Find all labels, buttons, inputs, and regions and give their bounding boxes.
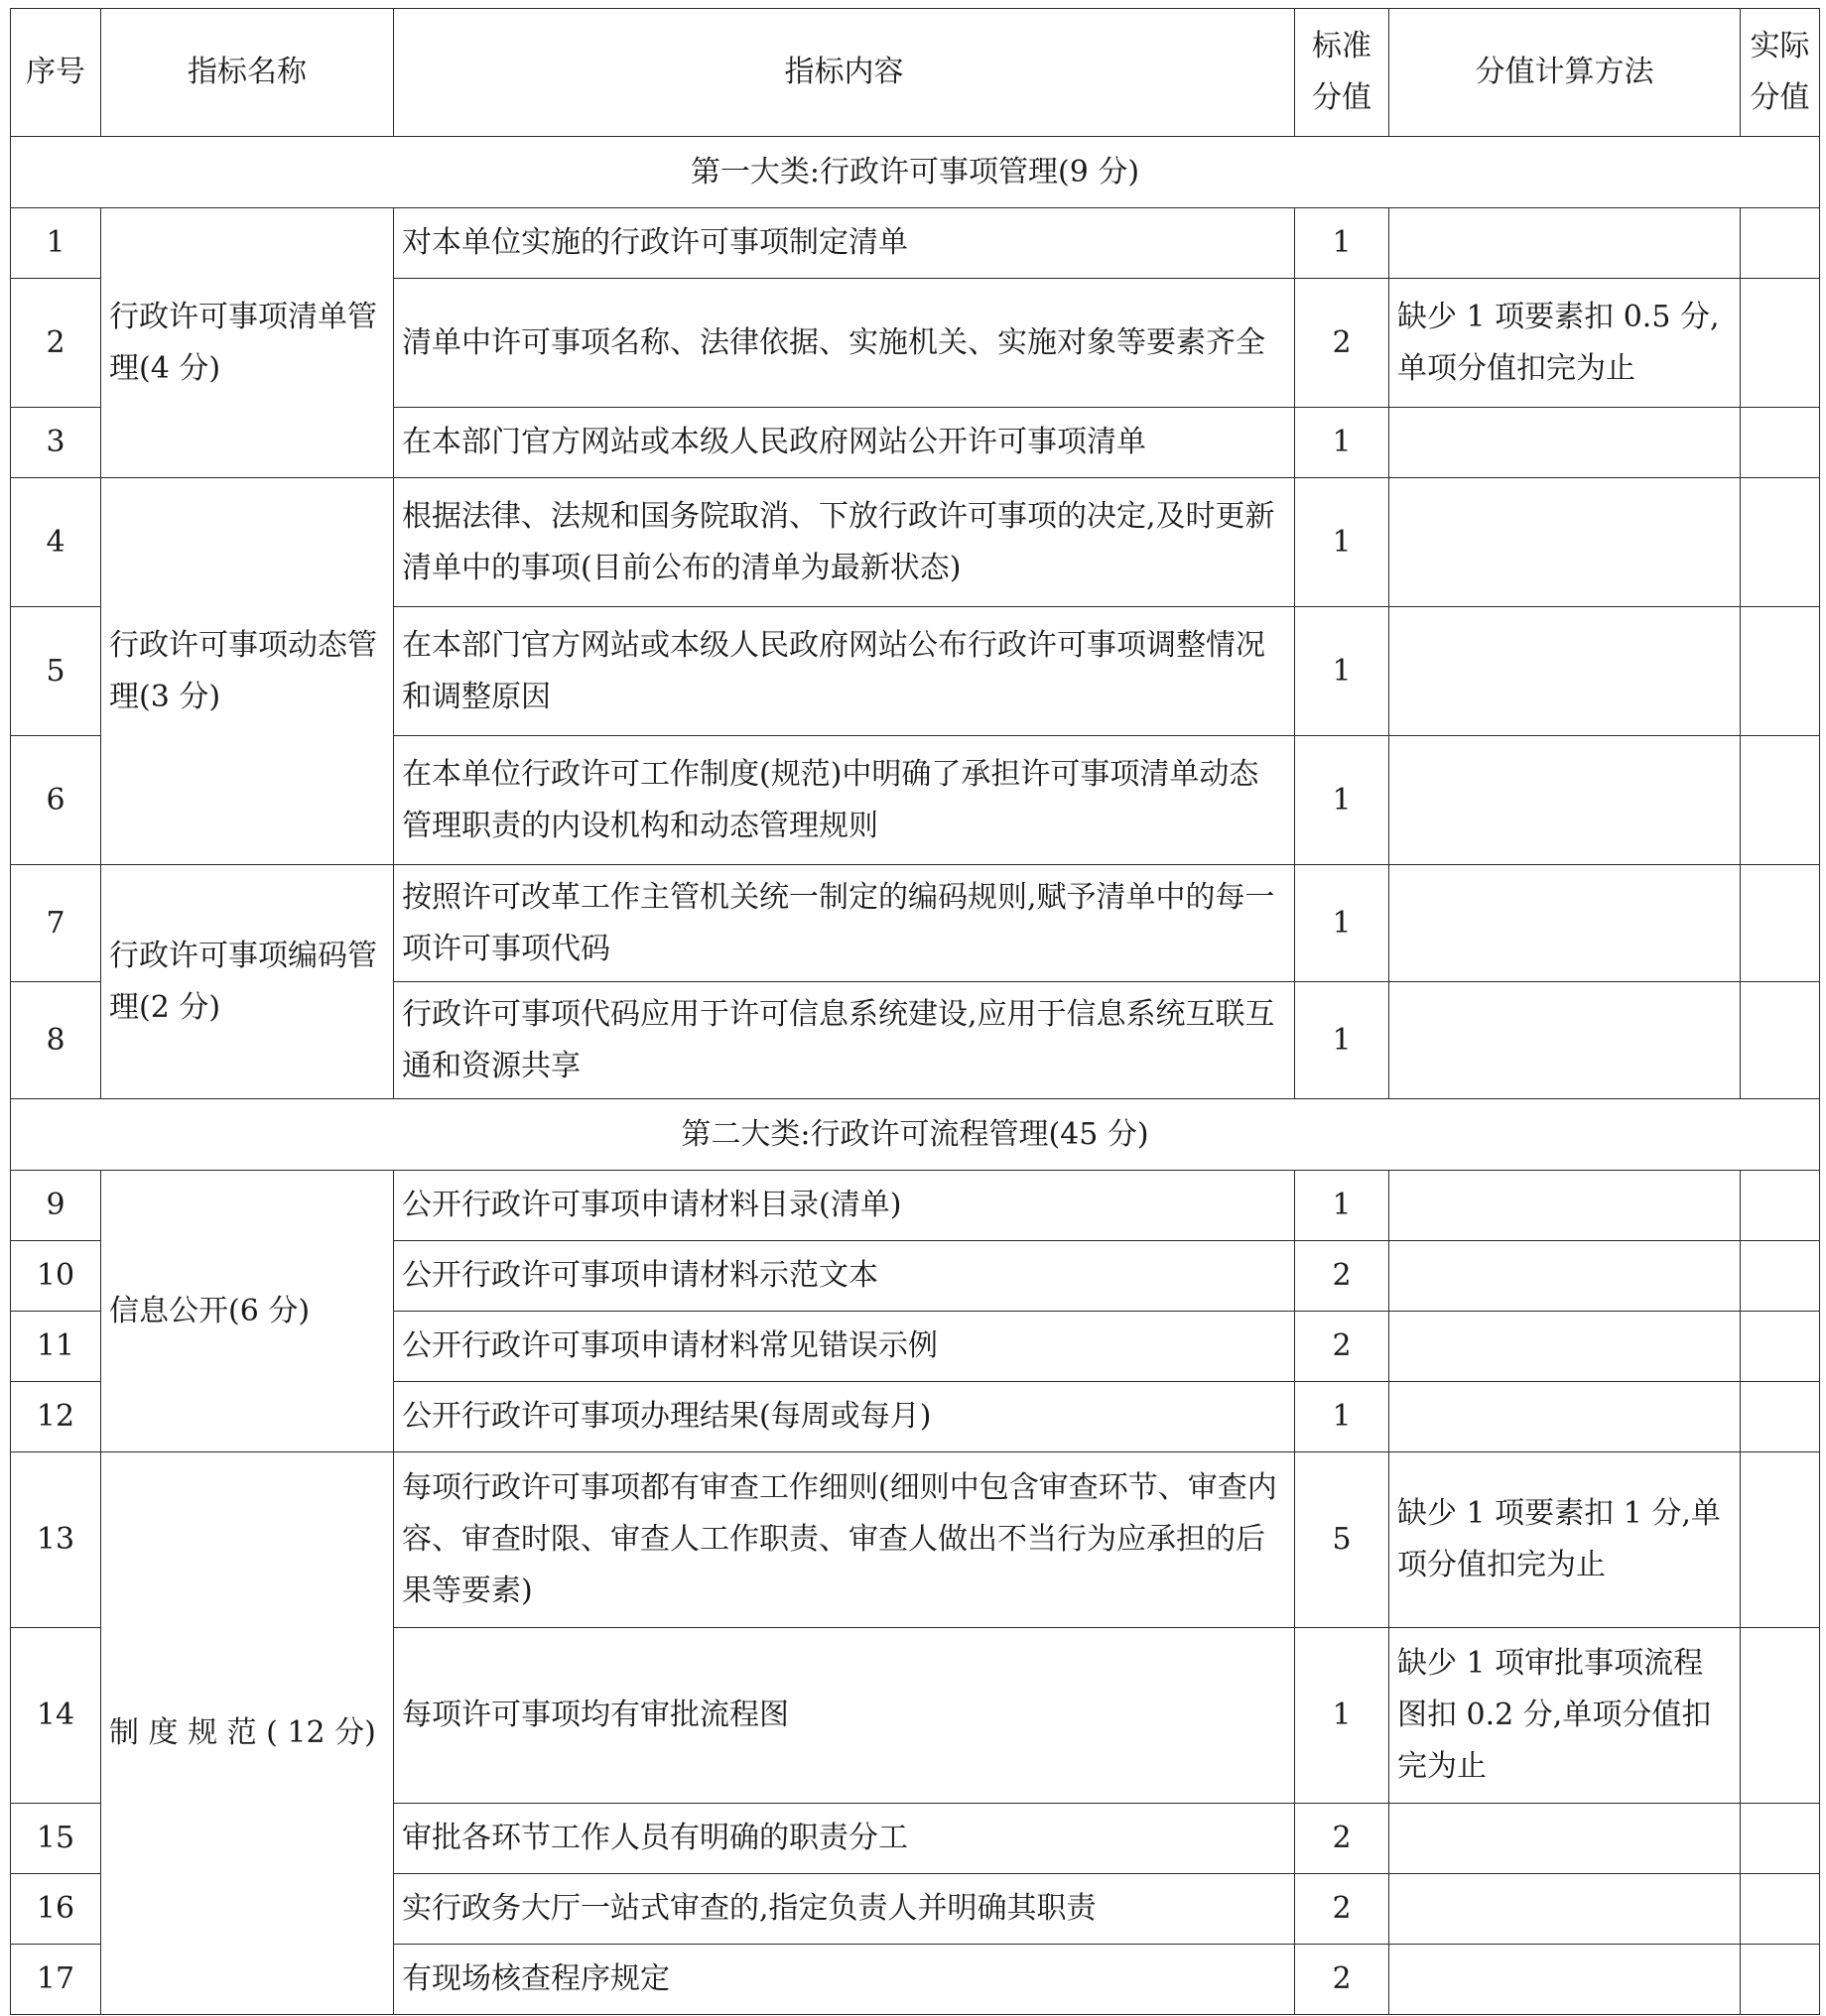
actual-score: [1741, 982, 1820, 1099]
standard-score: 1: [1295, 478, 1389, 607]
standard-score: 5: [1295, 1452, 1389, 1628]
actual-score: [1741, 408, 1820, 478]
calc-method: [1389, 1171, 1741, 1241]
table-row: [11, 1171, 1820, 1241]
calc-method: [1389, 208, 1741, 279]
calc-method: 缺少 1 项要素扣 0.5 分,单项分值扣完为止: [1389, 279, 1741, 408]
row-number: 11: [11, 1312, 101, 1382]
standard-score: 1: [1295, 408, 1389, 478]
calc-method: [1389, 1241, 1741, 1312]
actual-score: [1741, 1945, 1820, 2015]
header-seq: 序号: [11, 9, 101, 137]
actual-score: [1741, 1241, 1820, 1312]
calc-method: 缺少 1 项要素扣 1 分,单项分值扣完为止: [1389, 1452, 1741, 1628]
indicator-content: 每项行政许可事项都有审查工作细则(细则中包含审查环节、审查内容、审查时限、审查人工作职责、审查人做出不当行为应承担的后果等要素): [394, 1452, 1295, 1628]
header-actual: 实际分值: [1741, 9, 1820, 137]
row-number: 13: [11, 1452, 101, 1628]
standard-score: 1: [1295, 1382, 1389, 1452]
indicator-content: 公开行政许可事项办理结果(每周或每月): [394, 1382, 1295, 1452]
row-number: 1: [11, 208, 101, 279]
indicator-name: 行政许可事项编码管理(2 分): [101, 865, 394, 1099]
standard-score: 1: [1295, 208, 1389, 279]
table-row: [11, 208, 1820, 279]
actual-score: [1741, 478, 1820, 607]
indicator-name: 行政许可事项清单管理(4 分): [101, 208, 394, 478]
calc-method: [1389, 1382, 1741, 1452]
calc-method: 缺少 1 项审批事项流程图扣 0.2 分,单项分值扣完为止: [1389, 1628, 1741, 1804]
indicator-content: 行政许可事项代码应用于许可信息系统建设,应用于信息系统互联互通和资源共享: [394, 982, 1295, 1099]
actual-score: [1741, 607, 1820, 736]
standard-score: 2: [1295, 1312, 1389, 1382]
header-content: 指标内容: [394, 9, 1295, 137]
table-row: [11, 478, 1820, 607]
indicator-content: 有现场核查程序规定: [394, 1945, 1295, 2015]
actual-score: [1741, 1874, 1820, 1945]
standard-score: 2: [1295, 1241, 1389, 1312]
indicator-content: 审批各环节工作人员有明确的职责分工: [394, 1804, 1295, 1874]
calc-method: [1389, 736, 1741, 865]
actual-score: [1741, 865, 1820, 982]
calc-method: [1389, 1804, 1741, 1874]
row-number: 9: [11, 1171, 101, 1241]
row-number: 3: [11, 408, 101, 478]
calc-method: [1389, 607, 1741, 736]
row-number: 4: [11, 478, 101, 607]
indicator-content: 按照许可改革工作主管机关统一制定的编码规则,赋予清单中的每一项许可事项代码: [394, 865, 1295, 982]
category-heading: 第一大类:行政许可事项管理(9 分): [11, 137, 1820, 208]
header-method: 分值计算方法: [1389, 9, 1741, 137]
row-number: 10: [11, 1241, 101, 1312]
calc-method: [1389, 865, 1741, 982]
row-number: 6: [11, 736, 101, 865]
evaluation-table: [10, 8, 1820, 2015]
actual-score: [1741, 1452, 1820, 1628]
standard-score: 1: [1295, 736, 1389, 865]
calc-method: [1389, 408, 1741, 478]
indicator-content: 公开行政许可事项申请材料目录(清单): [394, 1171, 1295, 1241]
actual-score: [1741, 279, 1820, 408]
standard-score: 1: [1295, 865, 1389, 982]
header-row: [11, 9, 1820, 137]
actual-score: [1741, 208, 1820, 279]
actual-score: [1741, 736, 1820, 865]
indicator-content: 在本单位行政许可工作制度(规范)中明确了承担许可事项清单动态管理职责的内设机构和动态管理规则: [394, 736, 1295, 865]
header-name: 指标名称: [101, 9, 394, 137]
category-heading: 第二大类:行政许可流程管理(45 分): [11, 1099, 1820, 1171]
row-number: 12: [11, 1382, 101, 1452]
indicator-content: 在本部门官方网站或本级人民政府网站公布行政许可事项调整情况和调整原因: [394, 607, 1295, 736]
row-number: 16: [11, 1874, 101, 1945]
indicator-content: 每项许可事项均有审批流程图: [394, 1628, 1295, 1804]
standard-score: 1: [1295, 1171, 1389, 1241]
indicator-content: 根据法律、法规和国务院取消、下放行政许可事项的决定,及时更新清单中的事项(目前公布的清单为最新状态): [394, 478, 1295, 607]
calc-method: [1389, 982, 1741, 1099]
actual-score: [1741, 1804, 1820, 1874]
calc-method: [1389, 1312, 1741, 1382]
row-number: 17: [11, 1945, 101, 2015]
row-number: 7: [11, 865, 101, 982]
row-number: 5: [11, 607, 101, 736]
calc-method: [1389, 1874, 1741, 1945]
category-row: [11, 137, 1820, 208]
table-row: [11, 1452, 1820, 1628]
indicator-content: 公开行政许可事项申请材料常见错误示例: [394, 1312, 1295, 1382]
indicator-content: 清单中许可事项名称、法律依据、实施机关、实施对象等要素齐全: [394, 279, 1295, 408]
indicator-name: 行政许可事项动态管理(3 分): [101, 478, 394, 865]
standard-score: 1: [1295, 607, 1389, 736]
indicator-content: 在本部门官方网站或本级人民政府网站公开许可事项清单: [394, 408, 1295, 478]
row-number: 8: [11, 982, 101, 1099]
calc-method: [1389, 478, 1741, 607]
standard-score: 2: [1295, 1874, 1389, 1945]
standard-score: 2: [1295, 1945, 1389, 2015]
indicator-name: 信息公开(6 分): [101, 1171, 394, 1452]
row-number: 15: [11, 1804, 101, 1874]
standard-score: 1: [1295, 1628, 1389, 1804]
header-standard: 标准分值: [1295, 9, 1389, 137]
category-row: [11, 1099, 1820, 1171]
indicator-content: 对本单位实施的行政许可事项制定清单: [394, 208, 1295, 279]
actual-score: [1741, 1312, 1820, 1382]
row-number: 14: [11, 1628, 101, 1804]
actual-score: [1741, 1628, 1820, 1804]
standard-score: 2: [1295, 1804, 1389, 1874]
standard-score: 1: [1295, 982, 1389, 1099]
indicator-content: 实行政务大厅一站式审查的,指定负责人并明确其职责: [394, 1874, 1295, 1945]
indicator-name: 制 度 规 范 ( 12 分): [101, 1452, 394, 2015]
row-number: 2: [11, 279, 101, 408]
actual-score: [1741, 1171, 1820, 1241]
table-row: [11, 865, 1820, 982]
indicator-content: 公开行政许可事项申请材料示范文本: [394, 1241, 1295, 1312]
actual-score: [1741, 1382, 1820, 1452]
calc-method: [1389, 1945, 1741, 2015]
standard-score: 2: [1295, 279, 1389, 408]
